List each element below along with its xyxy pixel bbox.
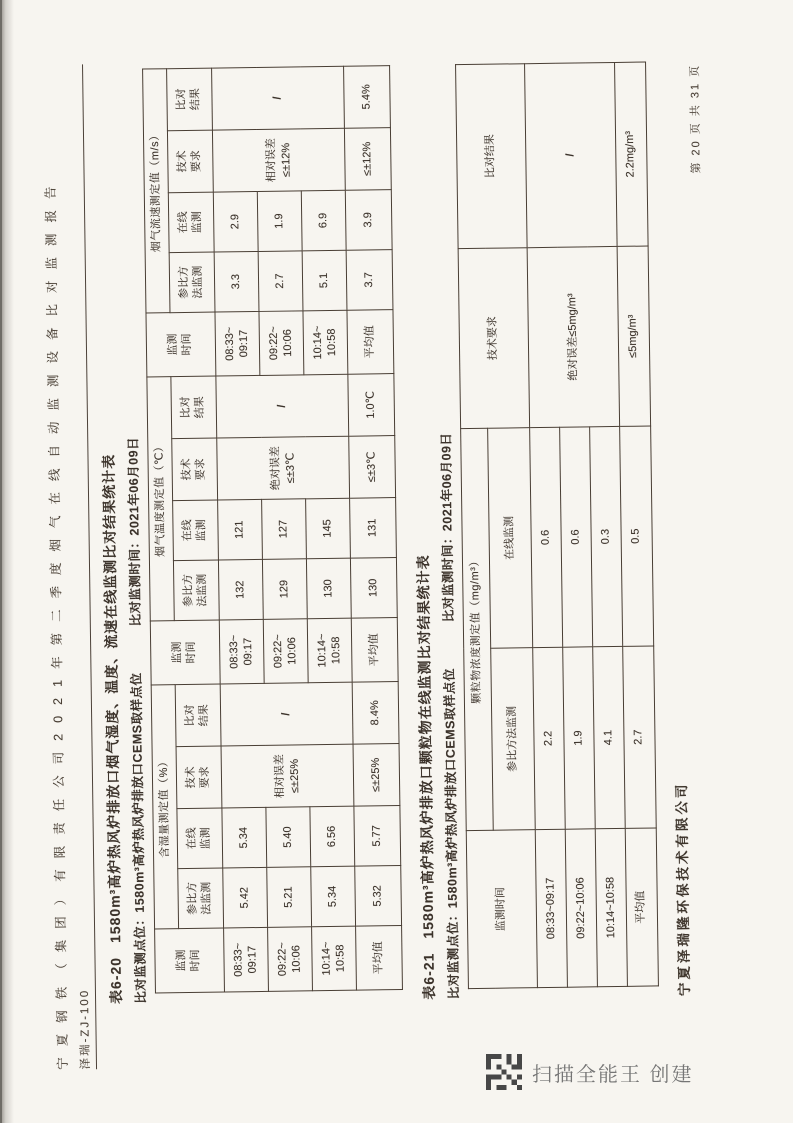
value-cell: 0.6 [530, 427, 563, 647]
requirement-cell: ≤±25% [353, 744, 400, 807]
table-620-point: 比对监测点位：1580m³高炉热风炉排放口CEMS取样点位 [129, 672, 149, 1004]
scan-edge-line [0, 0, 2, 1123]
header-cell-cems: 在线监测 [488, 428, 533, 649]
table-6-20 [142, 65, 403, 993]
avg-label-cell: 平均值 [347, 309, 394, 374]
header-cell-ref: 参比方法监测 [173, 560, 219, 621]
footer-company: 宁夏泽瑞隆环保技术有限公司 [674, 781, 693, 997]
value-cell: 1.9 [257, 191, 302, 252]
requirement-cell: ≤±12% [344, 128, 391, 191]
requirement-cell: 相对误差 ≤±12% [212, 128, 345, 192]
header-cell-ref: 参比方法监测 [491, 648, 536, 831]
time-cell: 10:14~ 10:58 [303, 310, 348, 375]
result-cell: 8.4% [352, 682, 399, 745]
value-cell: 3.3 [214, 251, 259, 312]
requirement-cell: 绝对误差≤5mg/m³ [527, 246, 620, 427]
group-header-particulate: 颗粒物浓度测定值（mg/m³） [461, 428, 494, 830]
value-cell: 130 [350, 558, 397, 619]
requirement-cell: 相对误差 ≤±25% [221, 744, 354, 808]
requirement-cell: 绝对误差 ≤±3℃ [217, 436, 350, 500]
table-620-title: 1580m³高炉热风炉排放口烟气湿度、温度、流速在线监测比对结果统计表 [100, 453, 124, 944]
value-cell: 4.1 [593, 646, 626, 828]
time-cell: 09:22~ 10:06 [259, 311, 304, 376]
group-header-temperature: 烟气温度测定值（℃） [147, 377, 174, 621]
table-621-point: 比对监测点位：1580m³高炉热风炉排放口CEMS取样点位 [442, 668, 462, 1000]
value-cell: 2.9 [213, 191, 258, 252]
scan-edge-shadow [0, 0, 14, 1123]
value-cell: 3.9 [345, 190, 392, 251]
time-cell: 08:33~ 09:17 [219, 619, 264, 684]
header-cell-req: 技术要求 [176, 746, 222, 809]
table-621-time: 比对监测时间：2021年06月09日 [439, 432, 456, 623]
value-cell: 132 [218, 559, 263, 620]
table-620-time: 比对监测时间：2021年06月09日 [126, 436, 143, 627]
camscanner-watermark [486, 1054, 694, 1090]
value-cell: 2.2 [533, 647, 566, 829]
header-cell-ref: 参比方法监测 [169, 252, 215, 313]
camscanner-logo-icon [486, 1054, 522, 1090]
value-cell: 5.32 [355, 866, 402, 927]
page-number: 第 20 页 共 31 页 [689, 63, 703, 174]
value-cell: 131 [350, 498, 397, 559]
time-cell: 10:14~10:58 [595, 828, 627, 986]
value-cell: 129 [262, 559, 307, 620]
header-cell-cems: 在线监测 [168, 192, 214, 253]
time-cell: 09:22~10:06 [565, 829, 597, 987]
result-cell: 5.4% [344, 65, 391, 128]
value-cell: 6.9 [301, 190, 346, 251]
value-cell: 2.7 [623, 646, 657, 828]
value-cell: 3.7 [346, 250, 393, 311]
value-cell: 5.21 [267, 867, 312, 928]
table-621-number: 表6-21 [420, 952, 438, 1000]
result-cell: / [525, 62, 618, 247]
value-cell: 5.42 [223, 867, 268, 928]
time-cell: 10:14~ 10:58 [307, 618, 352, 683]
group-header-velocity: 烟气流速测定值（m/s） [143, 69, 170, 313]
page-footer [660, 56, 715, 996]
value-cell: 5.77 [354, 806, 401, 867]
header-cell-time: 监测时间 [146, 312, 216, 377]
result-cell: 1.0℃ [348, 373, 395, 436]
header-cell-req: 技术要求 [167, 130, 213, 193]
value-cell: 2.7 [258, 251, 303, 312]
value-cell: 5.40 [266, 807, 311, 868]
header-cell-result: 比对结果 [456, 64, 528, 249]
group-header-humidity: 含湿量测定值（%） [151, 685, 178, 929]
value-cell: 5.1 [302, 250, 347, 311]
time-cell: 08:33~ 09:17 [224, 927, 269, 992]
watermark-text: 扫描全能王 创建 [532, 1063, 694, 1086]
header-cell-cems: 在线监测 [177, 808, 223, 869]
time-cell: 08:33~ 09:17 [215, 311, 260, 376]
time-cell: 09:22~ 10:06 [263, 619, 308, 684]
value-cell: 121 [218, 499, 263, 560]
table-6-21 [455, 62, 659, 990]
requirement-cell: ≤±3℃ [349, 436, 396, 499]
result-cell: 2.2mg/m³ [615, 62, 649, 246]
value-cell: 5.34 [222, 807, 267, 868]
value-cell: 127 [262, 499, 307, 560]
avg-label-cell: 平均值 [351, 618, 398, 683]
report-running-header: 宁夏钢铁（集团）有限责任公司2021年第二季度烟气在线自动监测设备比对监测报告 [43, 175, 71, 1070]
value-cell: 1.9 [563, 647, 596, 829]
value-cell: 0.6 [560, 427, 593, 647]
avg-label-cell: 平均值 [625, 828, 658, 986]
header-cell-result: 比对结果 [167, 68, 213, 131]
header-cell-req: 技术要求 [172, 438, 218, 501]
document-code: 泽瑞-ZJ-100 [78, 988, 93, 1070]
time-cell: 09:22~ 10:06 [268, 927, 313, 992]
result-cell: / [212, 66, 345, 130]
value-cell: 130 [306, 558, 351, 619]
table-621-title: 1580m³高炉热风炉排放口颗粒物在线监测比对结果统计表 [414, 554, 437, 939]
result-cell: / [216, 374, 349, 438]
header-cell-result: 比对结果 [175, 684, 221, 747]
header-cell-result: 比对结果 [171, 376, 217, 439]
header-cell-time: 监测时间 [466, 830, 537, 989]
header-cell-time: 监测时间 [155, 928, 225, 993]
header-cell-time: 监测时间 [150, 620, 220, 685]
value-cell: 0.3 [590, 426, 623, 646]
header-cell-ref: 参比方法监测 [178, 868, 224, 929]
header-cell-req: 技术要求 [458, 248, 530, 429]
result-cell: / [220, 682, 353, 746]
header-cell-cems: 在线监测 [173, 500, 219, 561]
requirement-cell: ≤5mg/m³ [617, 246, 651, 426]
value-cell: 0.5 [620, 426, 654, 646]
value-cell: 6.56 [310, 806, 355, 867]
time-cell: 10:14~ 10:58 [312, 926, 357, 991]
value-cell: 5.34 [311, 866, 356, 927]
value-cell: 145 [306, 498, 351, 559]
time-cell: 08:33~09:17 [535, 829, 567, 987]
table-620-number: 表6-20 [107, 956, 125, 1005]
avg-label-cell: 平均值 [356, 926, 403, 991]
